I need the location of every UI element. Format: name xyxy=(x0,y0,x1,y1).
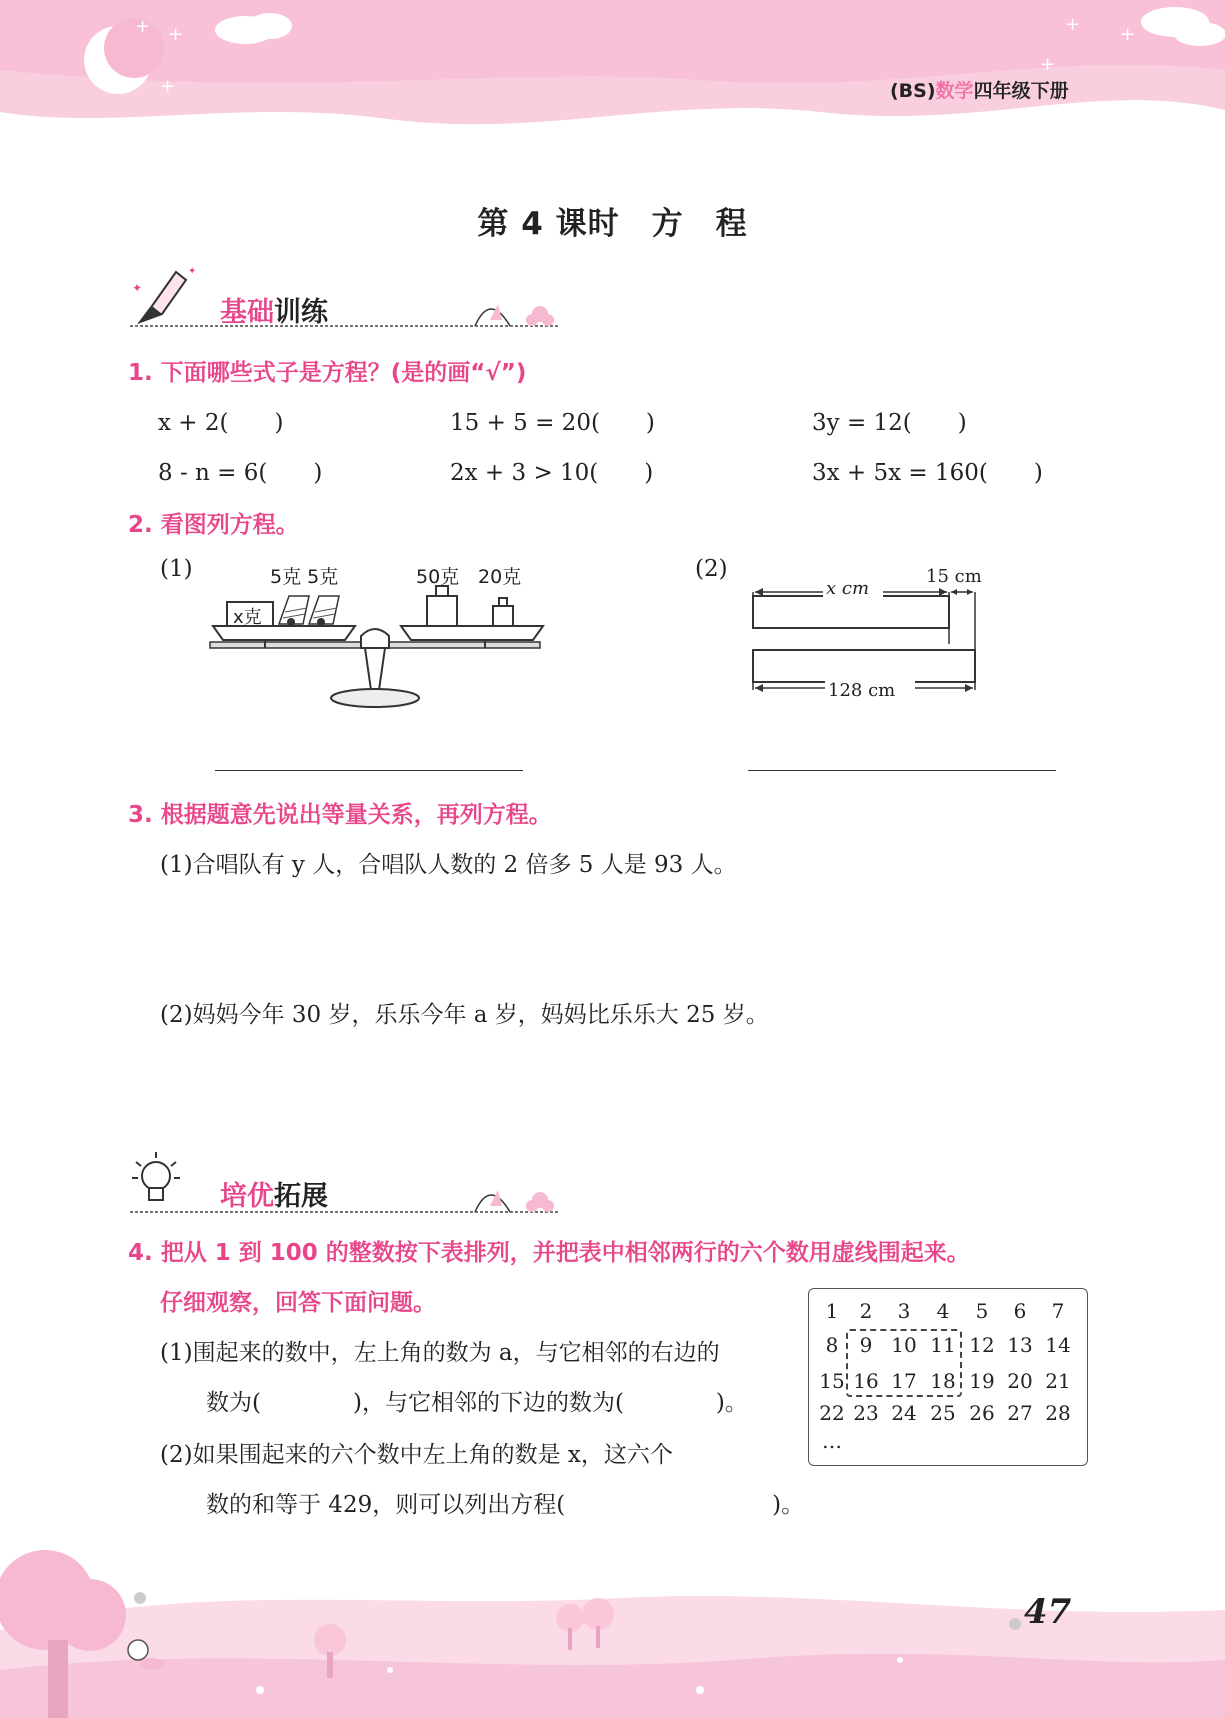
grid-cell: 2 xyxy=(859,1299,873,1323)
grid-cell: 24 xyxy=(891,1401,917,1425)
weight-50g-icon xyxy=(427,586,457,626)
fig2-extra-label: 15 cm xyxy=(926,566,982,587)
shuttlecock-icon xyxy=(279,596,309,626)
q2-fig2-label: (2) xyxy=(695,556,728,582)
q2-prompt: 2. 看图列方程。 xyxy=(128,512,299,538)
grid-cell: 16 xyxy=(853,1369,879,1393)
q4-sub1-line2: 数为( )，与它相邻的下边的数为( )。 xyxy=(206,1390,748,1416)
lightbulb-icon xyxy=(132,1152,180,1200)
svg-text:+: + xyxy=(1065,14,1081,35)
fig2-bottom-label: 128 cm xyxy=(828,680,896,701)
section-title-extend xyxy=(220,1174,328,1213)
book-grade: 四年级下册 xyxy=(973,80,1069,102)
fig1-weight2-label: 20克 xyxy=(478,566,522,588)
grid-cell: 15 xyxy=(819,1369,845,1393)
q1-item: 3x + 5x = 160( ) xyxy=(812,460,1043,486)
grid-cell: 28 xyxy=(1045,1401,1071,1425)
q4-sub1-line1: (1)围起来的数中，左上角的数为 a，与它相邻的右边的 xyxy=(160,1340,720,1366)
answer-line xyxy=(748,770,1056,771)
pencil-icon xyxy=(132,266,196,322)
q4-sub2-line2: 数的和等于 429，则可以列出方程( )。 xyxy=(206,1492,805,1518)
grid-ellipsis: … xyxy=(822,1429,842,1453)
q4-sub2-line1: (2)如果围起来的六个数中左上角的数是 x，这六个 xyxy=(160,1442,673,1468)
svg-text:+: + xyxy=(1040,54,1056,75)
grid-cell: 19 xyxy=(969,1369,995,1393)
q1-item: x + 2( ) xyxy=(158,410,284,436)
fig1-box-label: x克 xyxy=(233,607,262,628)
fig1-weight1-label: 50克 xyxy=(416,566,460,588)
flower-icon xyxy=(526,1192,554,1212)
q3-sub2: (2)妈妈今年 30 岁，乐乐今年 a 岁，妈妈比乐乐大 25 岁。 xyxy=(160,1002,769,1028)
q2-fig1-label: (1) xyxy=(160,556,193,582)
flower-icon xyxy=(526,306,554,326)
grid-cell: 23 xyxy=(853,1401,879,1425)
q3-prompt: 3. 根据题意先说出等量关系，再列方程。 xyxy=(128,802,552,828)
section-banner xyxy=(130,1148,570,1216)
grid-cell: 18 xyxy=(930,1369,956,1393)
book-tag xyxy=(890,76,1069,103)
q4-prompt-line2: 仔细观察，回答下面问题。 xyxy=(160,1290,436,1316)
grid-cell: 26 xyxy=(969,1401,995,1425)
svg-text:✦: ✦ xyxy=(132,281,143,295)
shuttlecock-icon xyxy=(309,596,339,626)
book-prefix: (BS) xyxy=(890,80,936,102)
section-banner xyxy=(130,262,570,330)
grid-cell: 4 xyxy=(936,1299,950,1323)
grid-cell: 12 xyxy=(969,1333,995,1357)
svg-text:+: + xyxy=(160,76,176,97)
grid-cell: 21 xyxy=(1045,1369,1071,1393)
grid-cell: 10 xyxy=(891,1333,917,1357)
section-title-part2: 拓展 xyxy=(274,1181,328,1212)
q4-prompt-line1: 4. 把从 1 到 100 的整数按下表排列，并把表中相邻两行的六个数用虚线围起来。 xyxy=(128,1240,970,1266)
svg-text:✦: ✦ xyxy=(188,266,197,277)
grid-cell: 22 xyxy=(819,1401,845,1425)
grid-cell: 7 xyxy=(1051,1299,1065,1323)
grid-cell: 3 xyxy=(897,1299,911,1323)
answer-line xyxy=(215,770,523,771)
sailboat-icon xyxy=(475,304,510,326)
grid-cell: 11 xyxy=(930,1333,956,1357)
svg-text:+: + xyxy=(168,24,184,45)
fig1-left-weights-label: 5克 5克 xyxy=(270,566,339,588)
number-grid xyxy=(808,1288,1088,1466)
q1-item: 3y = 12( ) xyxy=(812,410,967,436)
grid-cell: 27 xyxy=(1007,1401,1033,1425)
sailboat-icon xyxy=(475,1190,510,1212)
svg-text:+: + xyxy=(1120,24,1136,45)
page-title: 第 4 课时 方 程 xyxy=(477,206,748,242)
weight-20g-icon xyxy=(493,598,513,626)
section-title-part1: 培优 xyxy=(220,1181,274,1212)
q1-item: 8 - n = 6( ) xyxy=(158,460,323,486)
grid-cell: 14 xyxy=(1045,1333,1071,1357)
grid-cell: 1 xyxy=(825,1299,839,1323)
section-title-part1: 基础 xyxy=(220,297,274,328)
page-number: 47 xyxy=(1024,1592,1072,1632)
q1-item: 15 + 5 = 20( ) xyxy=(450,410,655,436)
q1-item: 2x + 3 > 10( ) xyxy=(450,460,654,486)
grid-cell: 5 xyxy=(975,1299,989,1323)
grid-cell: 13 xyxy=(1007,1333,1033,1357)
grid-cell: 9 xyxy=(859,1333,873,1357)
section-title-part2: 训练 xyxy=(274,297,328,328)
svg-text:+: + xyxy=(135,16,151,37)
grid-cell: 6 xyxy=(1013,1299,1027,1323)
header-decoration xyxy=(0,0,1225,150)
fig2-top-label: x cm xyxy=(826,578,870,599)
q1-prompt: 1. 下面哪些式子是方程？(是的画“√”) xyxy=(128,360,527,386)
grid-cell: 20 xyxy=(1007,1369,1033,1393)
book-subject: 数学 xyxy=(935,80,974,102)
q3-sub1: (1)合唱队有 y 人，合唱队人数的 2 倍多 5 人是 93 人。 xyxy=(160,852,737,878)
grid-cell: 8 xyxy=(825,1333,839,1357)
grid-cell: 25 xyxy=(930,1401,956,1425)
section-title-basic xyxy=(220,290,328,329)
grid-cell: 17 xyxy=(891,1369,917,1393)
